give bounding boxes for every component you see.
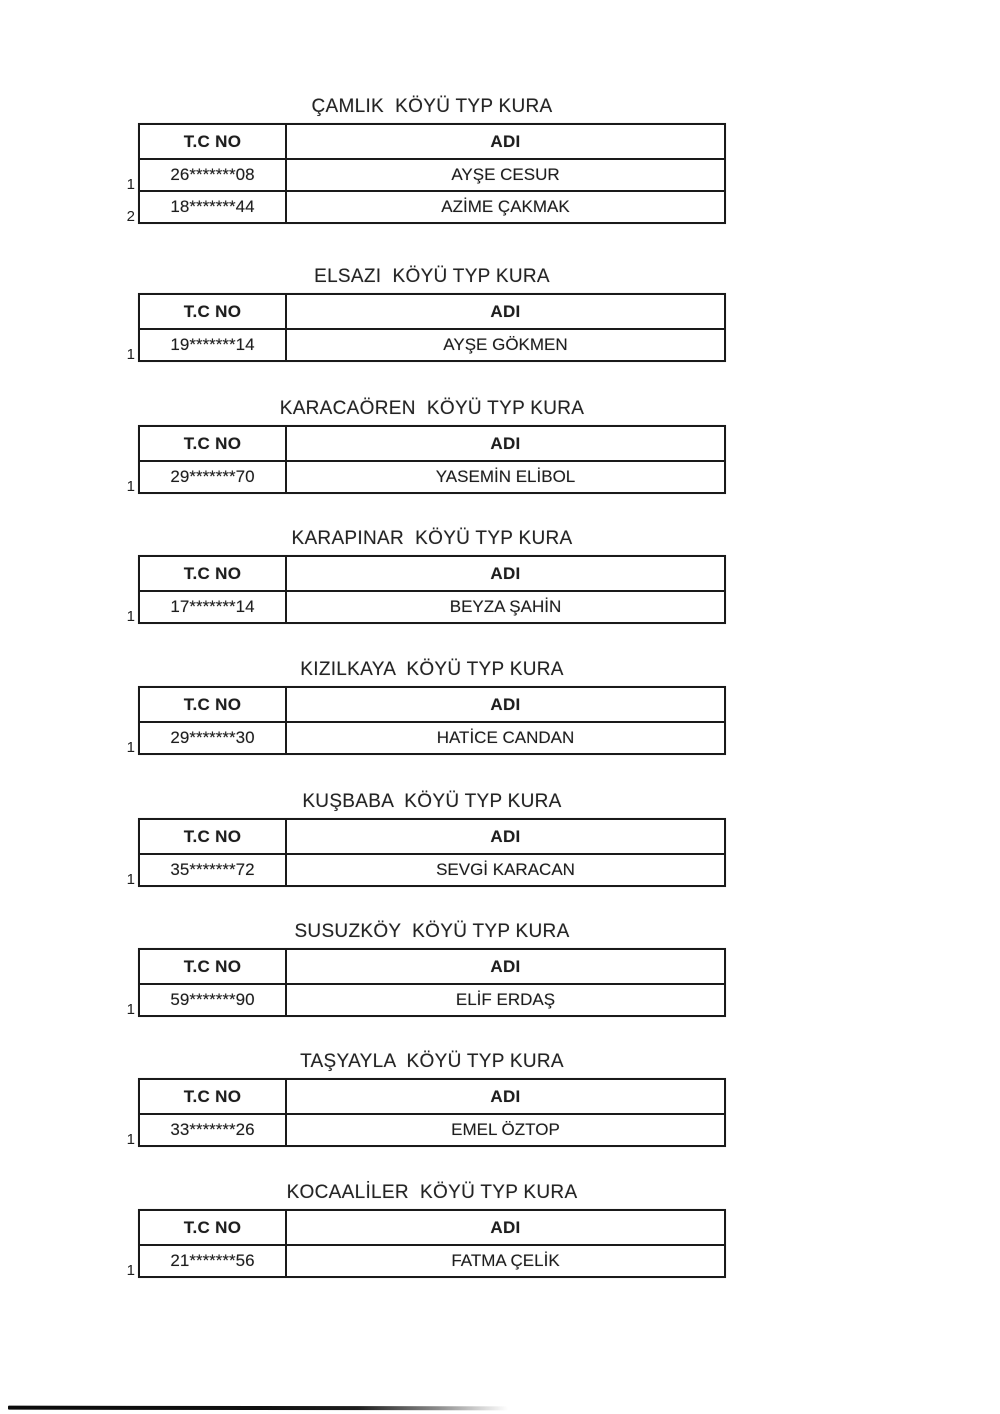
kura-section (126, 398, 726, 495)
tc-no-cell: 18*******44 (140, 192, 287, 222)
section-title: KIZILKAYA KÖYÜ TYP KURA (300, 659, 564, 680)
kura-table (126, 1209, 726, 1279)
column-header-adi: ADI (490, 826, 521, 846)
table-row (126, 328, 724, 363)
kura-table (126, 1078, 726, 1148)
name-cell: YASEMİN ELİBOL (435, 467, 576, 486)
name-cell: AYŞE CESUR (451, 165, 560, 184)
tc-no-cell: 29*******70 (140, 462, 287, 492)
row-number: 1 (126, 1131, 135, 1148)
column-header-tcno: T.C NO (140, 295, 287, 328)
section-title: KUŞBABA KÖYÜ TYP KURA (302, 791, 562, 812)
table-header-row (140, 1080, 724, 1113)
kura-table (126, 123, 726, 225)
tc-no-cell: 21*******56 (140, 1246, 287, 1276)
column-header-adi: ADI (490, 131, 521, 151)
column-header-tcno: T.C NO (140, 688, 287, 721)
table-row (126, 721, 724, 756)
column-header-adi: ADI (490, 563, 521, 583)
row-number: 1 (126, 1262, 135, 1279)
section-title: KOCAALİLER KÖYÜ TYP KURA (286, 1182, 578, 1203)
table-row (126, 853, 724, 888)
tc-no-cell: 59*******90 (140, 985, 287, 1015)
table-header-row (140, 295, 724, 328)
column-header-tcno: T.C NO (140, 125, 287, 158)
name-cell: HATİCE CANDAN (436, 728, 575, 747)
table-row (126, 158, 724, 193)
row-number: 1 (126, 478, 135, 495)
section-title: SUSUZKÖY KÖYÜ TYP KURA (294, 921, 570, 942)
column-header-adi: ADI (490, 694, 521, 714)
table-row (126, 190, 724, 225)
column-header-adi: ADI (490, 433, 521, 453)
table-row (126, 1244, 724, 1279)
table-header-row (140, 688, 724, 721)
kura-table (126, 948, 726, 1018)
name-cell: BEYZA ŞAHİN (449, 597, 562, 616)
column-header-adi: ADI (490, 301, 521, 321)
scan-artifact-line (8, 1406, 508, 1411)
column-header-tcno: T.C NO (140, 1211, 287, 1244)
table-header-row (140, 950, 724, 983)
tc-no-cell: 19*******14 (140, 330, 287, 360)
column-header-tcno: T.C NO (140, 820, 287, 853)
tc-no-cell: 33*******26 (140, 1115, 287, 1145)
name-cell: AZİME ÇAKMAK (441, 197, 570, 216)
row-number: 1 (126, 346, 135, 363)
section-title: ELSAZI KÖYÜ TYP KURA (314, 266, 550, 287)
name-cell: SEVGİ KARACAN (436, 860, 575, 879)
kura-table (126, 425, 726, 495)
kura-section (126, 659, 726, 756)
row-number: 1 (126, 739, 135, 756)
column-header-adi: ADI (490, 1086, 521, 1106)
name-cell: EMEL ÖZTOP (451, 1120, 560, 1139)
name-cell: ELİF ERDAŞ (455, 990, 556, 1009)
tc-no-cell: 35*******72 (140, 855, 287, 885)
table-header-row (140, 125, 724, 158)
row-number: 2 (126, 208, 135, 225)
column-header-adi: ADI (490, 1217, 521, 1237)
name-cell: AYŞE GÖKMEN (443, 335, 568, 354)
table-row (126, 983, 724, 1018)
table-header-row (140, 557, 724, 590)
name-cell: FATMA ÇELİK (451, 1251, 560, 1270)
tc-no-cell: 17*******14 (140, 592, 287, 622)
kura-section (126, 791, 726, 888)
kura-table (126, 818, 726, 888)
column-header-tcno: T.C NO (140, 427, 287, 460)
table-row (126, 460, 724, 495)
table-header-row (140, 427, 724, 460)
kura-table (126, 686, 726, 756)
row-number: 1 (126, 871, 135, 888)
table-header-row (140, 1211, 724, 1244)
column-header-tcno: T.C NO (140, 1080, 287, 1113)
kura-table (126, 555, 726, 625)
table-row (126, 590, 724, 625)
tc-no-cell: 29*******30 (140, 723, 287, 753)
section-title: TAŞYAYLA KÖYÜ TYP KURA (300, 1051, 564, 1072)
kura-section (126, 921, 726, 1018)
kura-section (126, 1051, 726, 1148)
row-number: 1 (126, 176, 135, 193)
section-title: KARACAÖREN KÖYÜ TYP KURA (279, 398, 585, 419)
kura-section (126, 1182, 726, 1279)
column-header-adi: ADI (490, 956, 521, 976)
row-number: 1 (126, 1001, 135, 1018)
column-header-tcno: T.C NO (140, 557, 287, 590)
kura-section (126, 266, 726, 363)
table-row (126, 1113, 724, 1148)
section-title: ÇAMLIK KÖYÜ TYP KURA (311, 96, 553, 117)
kura-section (126, 528, 726, 625)
row-number: 1 (126, 608, 135, 625)
tc-no-cell: 26*******08 (140, 160, 287, 190)
table-header-row (140, 820, 724, 853)
kura-section (126, 96, 726, 225)
column-header-tcno: T.C NO (140, 950, 287, 983)
kura-table (126, 293, 726, 363)
section-title: KARAPINAR KÖYÜ TYP KURA (291, 528, 573, 549)
